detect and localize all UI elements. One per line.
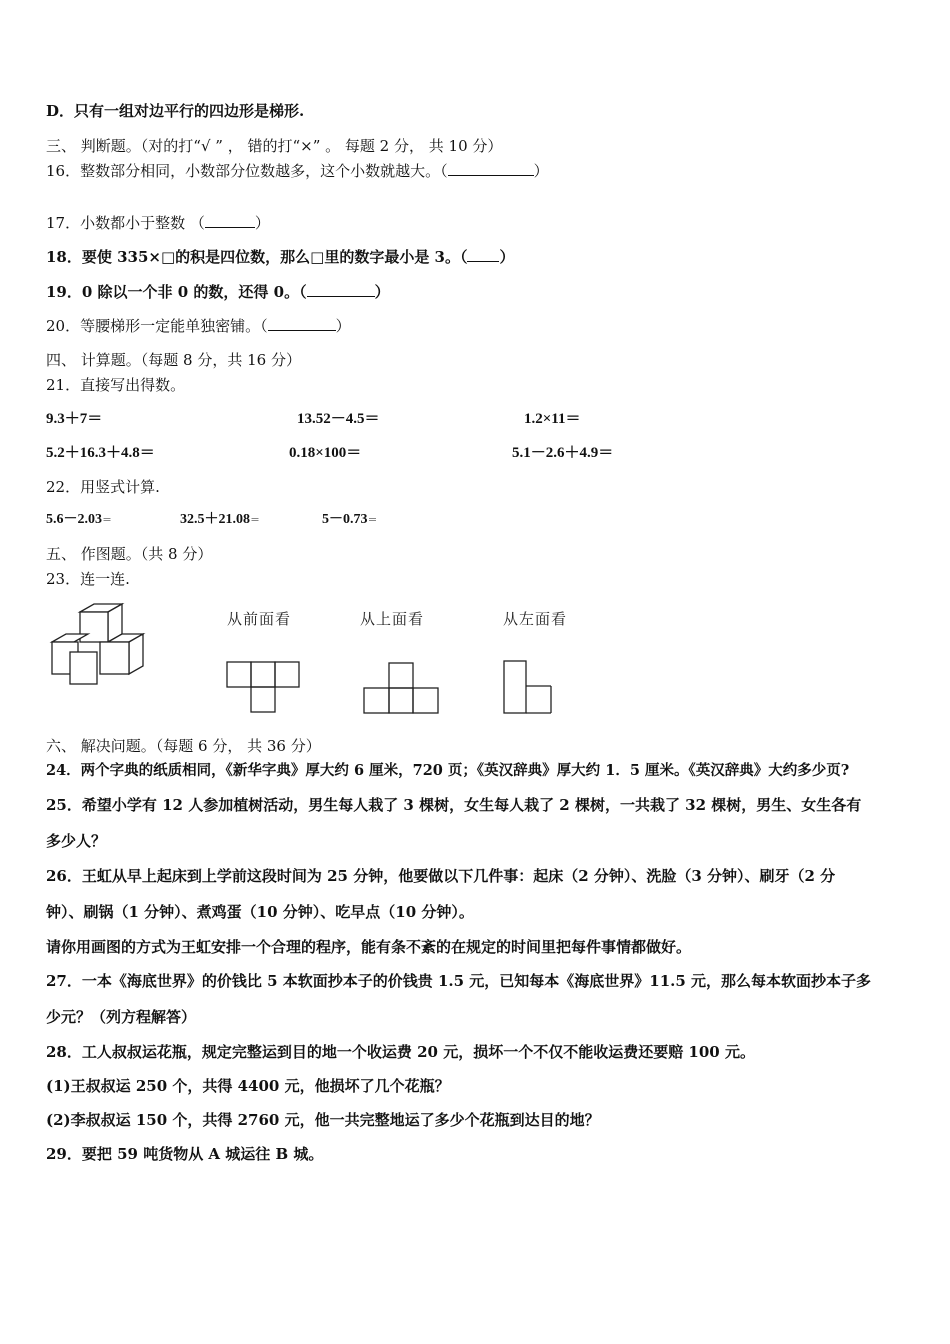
question-23: 23．连一连.: [46, 570, 130, 588]
question-28-part-1: (1)王叔叔运 250 个，共得 4400 元，他损坏了几个花瓶？: [46, 1077, 450, 1095]
question-17: 17．小数都小于整数 （ ）: [46, 214, 270, 232]
front-view-shape: [226, 661, 300, 713]
question-27-line-1: 27．一本《海底世界》的价钱比 5 本软面抄本子的价钱贵 1.5 元，已知每本《海底世界》11.5 元，那么每本软面抄本子多: [46, 972, 872, 990]
question-29: 29．要把 59 吨货物从 A 城运往 B 城。: [46, 1145, 324, 1163]
question-28-part-2: (2)李叔叔运 150 个，共得 2760 元，他一共完整地运了多少个花瓶到达目的地？: [46, 1111, 600, 1129]
question-18: 18．要使 335×□的积是四位数，那么□里的数字最小是 3。（ ）: [46, 248, 515, 266]
question-26-line-2: 钟）、刷锅（1 分钟）、煮鸡蛋（10 分钟）、吃早点（10 分钟）。: [46, 903, 474, 921]
section-3-heading: 三、 判断题。（对的打“√ ” ， 错的打“×” 。 每题 2 分， 共 10 分）: [46, 137, 503, 155]
calc-item: 5.1－2.6＋4.9＝: [512, 445, 614, 461]
view-label-left: 从左面看: [503, 610, 568, 628]
question-16: 16．整数部分相同，小数部分位数越多，这个小数就越大。（ ）: [46, 162, 549, 180]
left-view-shape: [503, 660, 553, 714]
calc-item: 0.18×100＝: [289, 445, 362, 461]
question-25-line-1: 25．希望小学有 12 人参加植树活动，男生每人栽了 3 棵树，女生每人栽了 2 棵树，一共栽了 32 棵树，男生、女生各有: [46, 796, 862, 814]
question-28: 28．工人叔叔运花瓶，规定完整运到目的地一个收运费 20 元，损坏一个不仅不能收运费还要赔 100 元。: [46, 1043, 755, 1061]
section-5-heading: 五、 作图题。（共 8 分）: [46, 545, 213, 563]
answer-blank-19[interactable]: [307, 283, 375, 297]
view-label-front: 从前面看: [227, 610, 292, 628]
question-25-line-2: 多少人？: [46, 832, 107, 850]
option-d: D．只有一组对边平行的四边形是梯形.: [46, 102, 305, 120]
question-22: 22．用竖式计算.: [46, 478, 160, 496]
answer-blank-17[interactable]: [205, 214, 255, 228]
top-view-shape: [363, 662, 439, 714]
answer-blank-18[interactable]: [467, 248, 499, 262]
view-label-top: 从上面看: [360, 610, 425, 628]
answer-blank-20[interactable]: [268, 317, 336, 331]
answer-blank-16[interactable]: [448, 162, 534, 176]
calc-item: 13.52－4.5＝: [297, 411, 380, 427]
question-21: 21．直接写出得数。: [46, 376, 186, 394]
section-6-heading: 六、 解决问题。（每题 6 分， 共 36 分）: [46, 737, 321, 755]
vertical-calc-item: 32.5＋21.08＝: [180, 512, 260, 527]
question-24: 24．两个字典的纸质相同，《新华字典》厚大约 6 厘米，720 页；《英汉辞典》厚大约 1．5 厘米。《英汉辞典》大约多少页?: [46, 762, 850, 779]
calc-item: 1.2×11＝: [524, 411, 581, 427]
question-20: 20．等腰梯形一定能单独密铺。（ ）: [46, 317, 351, 335]
calc-item: 5.2＋16.3＋4.8＝: [46, 445, 155, 461]
vertical-calc-item: 5－0.73＝: [322, 512, 378, 527]
cube-stack-figure: [48, 604, 148, 688]
question-26-line-3: 请你用画图的方式为王虹安排一个合理的程序，能有条不紊的在规定的时间里把每件事情都做好。: [46, 938, 692, 956]
question-27-line-2: 少元？（列方程解答）: [46, 1008, 197, 1026]
calc-item: 9.3＋7＝: [46, 411, 103, 427]
vertical-calc-item: 5.6－2.03＝: [46, 512, 112, 527]
section-4-heading: 四、 计算题。（每题 8 分，共 16 分）: [46, 351, 301, 369]
question-26-line-1: 26．王虹从早上起床到上学前这段时间为 25 分钟，他要做以下几件事：起床（2 分钟）、洗脸（3 分钟）、刷牙（2 分: [46, 867, 836, 885]
question-19: 19．0 除以一个非 0 的数，还得 0。（ ）: [46, 283, 390, 301]
